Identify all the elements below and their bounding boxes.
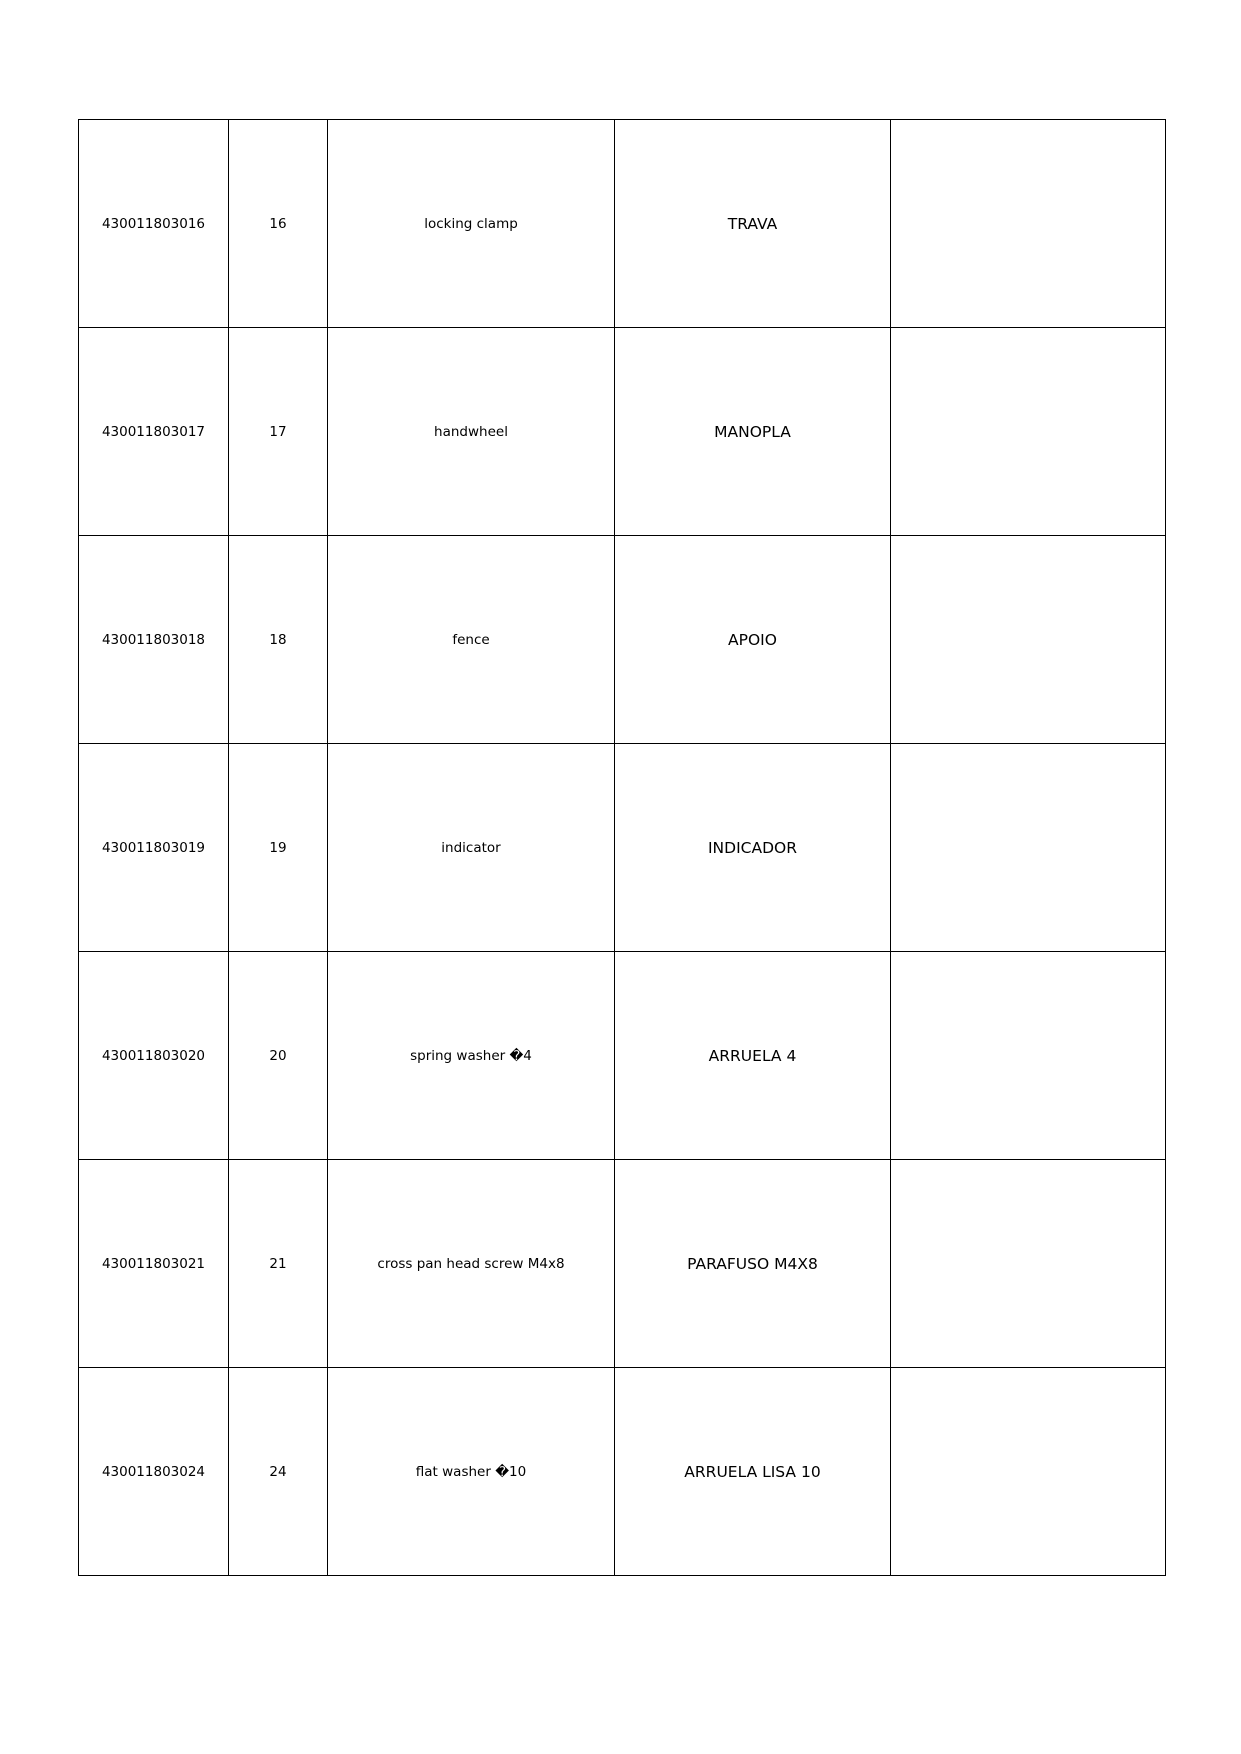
notes-cell xyxy=(891,952,1166,1160)
description-en-cell: locking clamp xyxy=(328,120,615,328)
notes-cell xyxy=(891,536,1166,744)
part-code-cell: 430011803019 xyxy=(79,744,229,952)
part-code-cell: 430011803020 xyxy=(79,952,229,1160)
part-number-cell: 18 xyxy=(229,536,328,744)
table-row xyxy=(79,1160,1166,1368)
table-row xyxy=(79,328,1166,536)
part-code-cell: 430011803018 xyxy=(79,536,229,744)
description-en-cell: flat washer �10 xyxy=(328,1368,615,1576)
part-number-cell: 19 xyxy=(229,744,328,952)
description-en-cell: spring washer �4 xyxy=(328,952,615,1160)
table-row xyxy=(79,1368,1166,1576)
parts-table xyxy=(78,119,1166,1576)
description-en-cell: indicator xyxy=(328,744,615,952)
notes-cell xyxy=(891,1368,1166,1576)
notes-cell xyxy=(891,744,1166,952)
notes-cell xyxy=(891,120,1166,328)
part-number-cell: 20 xyxy=(229,952,328,1160)
part-number-cell: 17 xyxy=(229,328,328,536)
part-code-cell: 430011803016 xyxy=(79,120,229,328)
description-pt-cell: INDICADOR xyxy=(615,744,891,952)
description-pt-cell: APOIO xyxy=(615,536,891,744)
table-row xyxy=(79,952,1166,1160)
part-number-cell: 24 xyxy=(229,1368,328,1576)
description-en-cell: fence xyxy=(328,536,615,744)
part-code-cell: 430011803021 xyxy=(79,1160,229,1368)
description-pt-cell: PARAFUSO M4X8 xyxy=(615,1160,891,1368)
description-pt-cell: MANOPLA xyxy=(615,328,891,536)
table-row xyxy=(79,744,1166,952)
part-code-cell: 430011803017 xyxy=(79,328,229,536)
description-en-cell: cross pan head screw M4x8 xyxy=(328,1160,615,1368)
description-pt-cell: ARRUELA LISA 10 xyxy=(615,1368,891,1576)
table-row xyxy=(79,120,1166,328)
part-code-cell: 430011803024 xyxy=(79,1368,229,1576)
description-pt-cell: TRAVA xyxy=(615,120,891,328)
description-pt-cell: ARRUELA 4 xyxy=(615,952,891,1160)
table-row xyxy=(79,536,1166,744)
part-number-cell: 16 xyxy=(229,120,328,328)
notes-cell xyxy=(891,328,1166,536)
part-number-cell: 21 xyxy=(229,1160,328,1368)
notes-cell xyxy=(891,1160,1166,1368)
description-en-cell: handwheel xyxy=(328,328,615,536)
